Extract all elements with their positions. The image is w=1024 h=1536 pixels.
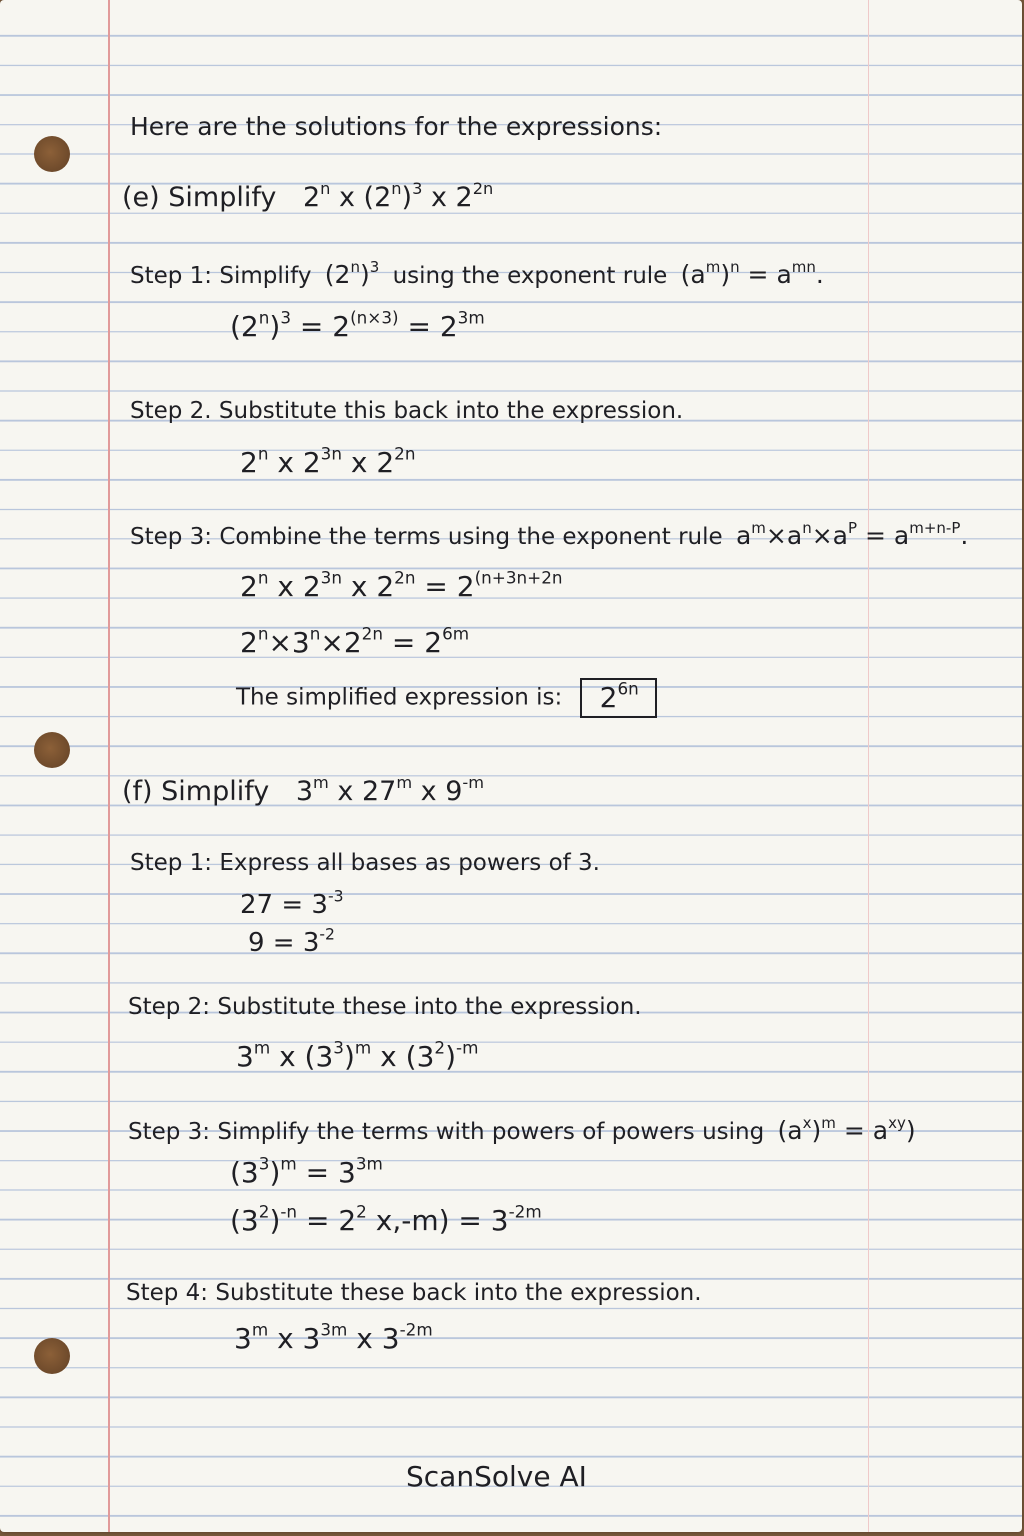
part-e-step1-math: $(2^n)^3 = 2^{(n\times 3)} = 2^{3m}$: [230, 307, 485, 343]
part-f-step1-math-2: $9 = 3^{-2}$: [248, 925, 335, 958]
exponent-rule: $(a^x)^m = a^{xy}$): [777, 1113, 916, 1145]
part-e-expression: 2$^n$ x $(2^n)^3$ x $2^{2n}$: [302, 178, 494, 213]
part-e-step3: [130, 518, 969, 550]
part-f-label: (f) Simplify: [122, 776, 270, 807]
result-label: The simplified expression is:: [236, 684, 563, 711]
punch-hole: [34, 136, 70, 172]
part-e-step1: [130, 257, 824, 289]
part-e-step3-math-1: 2$^n$ x $2^{3n}$ x $2^{2n} = 2^{(n+3n+2n}$: [240, 567, 563, 603]
margin-line: [108, 0, 110, 1532]
intro-text: Here are the solutions for the expressions:: [130, 112, 663, 141]
punch-hole: [34, 732, 70, 768]
exponent-rule: $a^m\times a^n\times a^P = a^{m+n-P}$.: [735, 518, 969, 550]
part-f-step3-math-1: $(3^3)^m = 3^{3m}$: [230, 1153, 383, 1189]
step-expression: $(2^n)^3$: [324, 257, 380, 289]
part-f-expression: 3$^m$ x 27$^m$ x $9^{-m}$: [295, 772, 485, 807]
result-box: $2^{6n}$: [580, 678, 657, 718]
right-margin-line: [868, 0, 869, 1532]
step-label: Step 1: Simplify: [130, 263, 312, 289]
part-f-step2: Step 2: Substitute these into the expression.: [128, 994, 642, 1020]
part-e-step2-math: 2$^n$ x $2^{3n}$ x $2^{2n}$: [240, 443, 416, 479]
footer-brand: ScanSolve AI: [406, 1460, 587, 1493]
step-label: Step 3: Simplify the terms with powers of powers using: [128, 1119, 765, 1145]
part-f-step3-math-2: $(3^2)^{-n} = 2^2$ $x,-m) = 3^{-2m}$: [230, 1201, 542, 1237]
step-text: using the exponent rule: [392, 263, 668, 289]
part-f-step4: Step 4: Substitute these back into the expression.: [126, 1280, 702, 1306]
part-f-step1: Step 1: Express all bases as powers of 3.: [130, 850, 600, 876]
step-label: Step 3: Combine the terms using the exponent rule: [130, 524, 723, 550]
part-e-step3-math-2: $2^n\times 3^n\times 2^{2n} = 2^{6m}$: [240, 623, 470, 659]
part-e-heading: [122, 178, 494, 213]
part-e-result: [236, 678, 657, 718]
part-f-heading: [122, 772, 485, 807]
part-f-step4-math: 3$^m$ x $3^{3m}$ x $3^{-2m}$: [234, 1319, 433, 1355]
part-f-step2-math: 3$^m$ x $(3^3)^m$ x $(3^2)^{-m}$: [236, 1037, 479, 1073]
part-f-step1-math-1: $27 = 3^{-3}$: [240, 887, 344, 920]
exponent-rule: $(a^m)^n = a^{mn}$.: [680, 257, 824, 289]
punch-hole: [34, 1338, 70, 1374]
part-e-label: (e) Simplify: [122, 182, 277, 213]
part-f-step3: [128, 1113, 916, 1145]
part-e-step2: Step 2. Substitute this back into the expression.: [130, 398, 684, 424]
